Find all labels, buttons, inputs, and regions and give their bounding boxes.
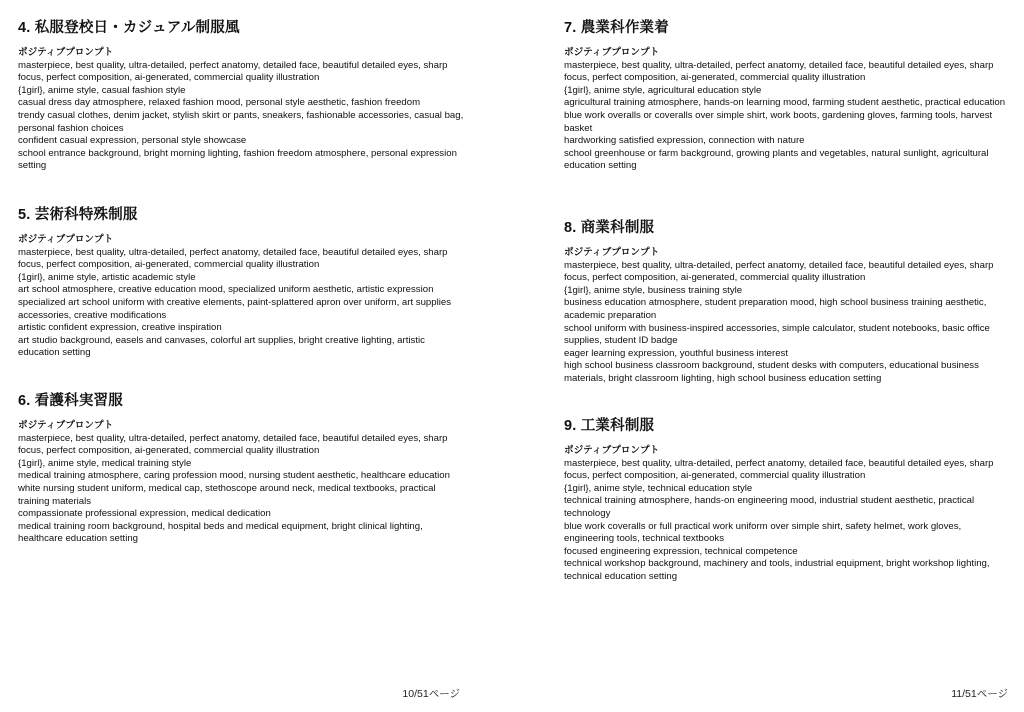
section-title: 7. 農業科作業着 — [564, 20, 669, 36]
prompt-line: school greenhouse or farm background, growing plants and vegetables, natural sunlight, agricultural education setting — [564, 147, 989, 172]
prompt-line: school entrance background, bright morning lighting, fashion freedom atmosphere, personal expression setting — [18, 147, 457, 172]
prompt-line: masterpiece, best quality, ultra-detailed, perfect anatomy, detailed face, beautiful detailed eyes, sharp focus, perfect composition, ai-generated, commercial quality illustration — [564, 59, 994, 84]
prompt-line: masterpiece, best quality, ultra-detailed, perfect anatomy, detailed face, beautiful detailed eyes, sharp focus, perfect composition, ai-generated, commercial quality illustration — [564, 259, 994, 284]
section-4-casual-uniform — [18, 19, 468, 173]
prompt-line: {1girl}, anime style, agricultural education style — [564, 84, 762, 96]
section-8-commerce-uniform — [564, 219, 1014, 386]
prompt-line: high school business classroom background, student desks with computers, educational business materials, bright classroom lighting, high school business education setting — [564, 360, 979, 384]
prompt-label: ポジティブプロンプト — [564, 247, 660, 258]
prompt-line: {1girl}, anime style, business training style — [564, 284, 743, 296]
prompt-label: ポジティブプロンプト — [564, 47, 660, 58]
prompt-label: ポジティブプロンプト — [564, 445, 660, 456]
section-5-art-uniform — [18, 206, 468, 360]
prompt-line: confident casual expression, personal style showcase — [18, 135, 247, 147]
prompt-line: school uniform with business-inspired accessories, simple calculator, student notebooks, basic office supplies, student ID badge — [564, 322, 990, 347]
prompt-line: {1girl}, anime style, technical education style — [564, 482, 753, 494]
prompt-line: casual dress day atmosphere, relaxed fashion mood, personal style aesthetic, fashion freedom — [18, 97, 421, 109]
prompt-line: business education atmosphere, student preparation mood, high school business training aesthetic, academic preparation — [564, 297, 987, 321]
section-7-agriculture-workwear — [564, 19, 1014, 173]
prompt-label: ポジティブプロンプト — [18, 420, 114, 431]
section-6-nursing-uniform — [18, 392, 468, 546]
prompt-line: white nursing student uniform, medical cap, stethoscope around neck, medical textbooks, practical training materials — [18, 482, 436, 507]
prompt-line: masterpiece, best quality, ultra-detailed, perfect anatomy, detailed face, beautiful detailed eyes, sharp focus, perfect composition, ai-generated, commercial quality illustration — [18, 246, 448, 271]
prompt-line: medical training room background, hospital beds and medical equipment, bright clinical lighting, healthcare education setting — [18, 520, 423, 545]
prompt-line: hardworking satisfied expression, connection with nature — [564, 135, 805, 147]
prompt-line: art studio background, easels and canvases, colorful art supplies, bright creative lighting, artistic education setting — [18, 334, 425, 359]
section-title: 8. 商業科制服 — [564, 220, 655, 236]
prompt-line: eager learning expression, youthful business interest — [564, 347, 788, 359]
section-title: 5. 芸術科特殊制服 — [18, 207, 138, 223]
prompt-line: {1girl}, anime style, artistic academic style — [18, 271, 196, 283]
prompt-line: technical workshop background, machinery and tools, industrial equipment, bright workshop lighting, technical education setting — [564, 558, 990, 582]
prompt-line: agricultural training atmosphere, hands-on learning mood, farming student aesthetic, practical education — [564, 97, 1006, 109]
prompt-line: art school atmosphere, creative education mood, specialized uniform aesthetic, artistic expression — [18, 284, 434, 296]
prompt-line: artistic confident expression, creative inspiration — [18, 322, 222, 334]
page-right — [512, 0, 1024, 712]
prompt-label: ポジティブプロンプト — [18, 47, 114, 58]
page-number: 11/51ページ — [951, 688, 1008, 700]
section-title: 9. 工業科制服 — [564, 418, 655, 434]
prompt-line: specialized art school uniform with creative elements, paint-splattered apron over uniform, art supplies accessories, creative modifications — [18, 296, 451, 321]
section-title: 4. 私服登校日・カジュアル制服風 — [18, 20, 240, 36]
section-title: 6. 看護科実習服 — [18, 393, 123, 409]
prompt-label: ポジティブプロンプト — [18, 234, 114, 245]
prompt-line: {1girl}, anime style, medical training style — [18, 457, 192, 469]
prompt-line: trendy casual clothes, denim jacket, stylish skirt or pants, sneakers, fashionable accessories, casual bag, personal fashion choices — [18, 109, 464, 134]
prompt-line: masterpiece, best quality, ultra-detailed, perfect anatomy, detailed face, beautiful detailed eyes, sharp focus, perfect composition, ai-generated, commercial quality illustration — [18, 432, 448, 457]
prompt-line: blue work overalls or coveralls over simple shirt, work boots, gardening gloves, farming tools, harvest basket — [564, 109, 993, 134]
prompt-line: blue work coveralls or full practical work uniform over simple shirt, safety helmet, work gloves, engineering tools, technical textbooks — [564, 520, 962, 545]
section-9-industrial-uniform — [564, 417, 1014, 584]
prompt-line: medical training atmosphere, caring profession mood, nursing student aesthetic, healthcare education — [18, 470, 450, 482]
prompt-line: masterpiece, best quality, ultra-detailed, perfect anatomy, detailed face, beautiful detailed eyes, sharp focus, perfect composition, ai-generated, commercial quality illustration — [18, 59, 448, 84]
page-number: 10/51ページ — [402, 688, 460, 700]
prompt-line: {1girl}, anime style, casual fashion style — [18, 84, 186, 96]
prompt-line: masterpiece, best quality, ultra-detailed, perfect anatomy, detailed face, beautiful detailed eyes, sharp focus, perfect composition, ai-generated, commercial quality illustration — [564, 457, 994, 482]
prompt-line: technical training atmosphere, hands-on engineering mood, industrial student aesthetic, practical technology — [564, 495, 975, 519]
prompt-line: compassionate professional expression, medical dedication — [18, 508, 271, 520]
prompt-line: focused engineering expression, technical competence — [564, 545, 798, 557]
